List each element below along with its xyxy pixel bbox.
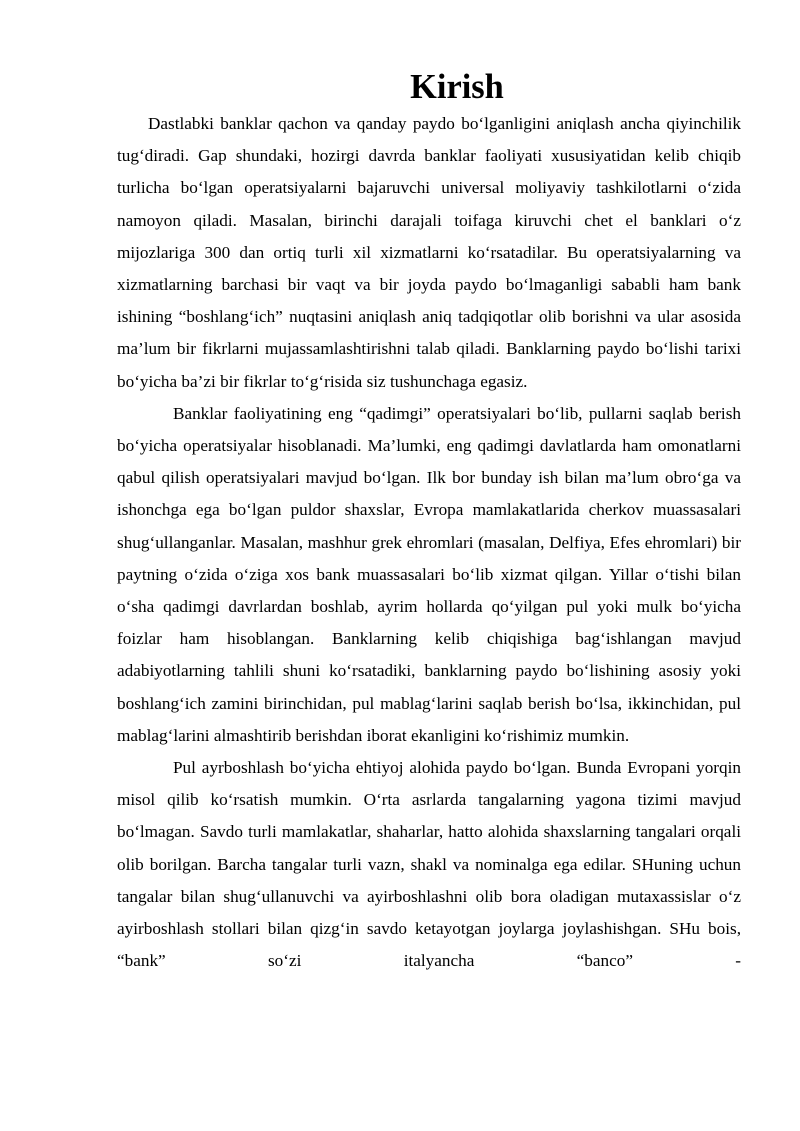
paragraph-3: Pul ayrboshlash bo‘yicha ehtiyoj alohida paydo bo‘lgan. Bunda Evropani yorqin misol qilib ko‘rsatish mumkin. O‘rta asrlarda tangalarning yagona tizimi mavjud bo‘lmagan. Savdo turli mamlakatlar, shaharlar, hatto alohida shaxslarning tangalari orqali olib borilgan. Barcha tangalar turli vazn, shakl va nominalga ega edilar. SHuning uchun tangalar bilan shug‘ullanuvchi va ayirboshlashni olib bora oladigan mutaxassislar o‘z ayirboshlash stollari bilan qizg‘in savdo ketayotgan joylarga joylashishgan. SHu bois, “bank” so‘zi italyancha “banco” - bbox=[117, 758, 741, 971]
paragraph-2: Banklar faoliyatining eng “qadimgi” operatsiyalari bo‘lib, pullarni saqlab berish bo‘yicha operatsiyalar hisoblanadi. Ma’lumki, eng qadimgi davlatlarda ham omonatlarni qabul qilish operatsiyalari mavjud bo‘lgan. Ilk bor bunday ish bilan ma’lum obro‘ga va ishonchga ega bo‘lgan puldor shaxslar, Evropa mamlakatlarida cherkov muassasalari shug‘ullanganlar. Masalan, mashhur grek ehromlari (masalan, Delfiya, Efes ehromlari) bir paytning o‘zida o‘ziga xos bank muassasalari bo‘lib xizmat qilgan. Yillar o‘tishi bilan o‘sha qadimgi davrlardan boshlab, ayrim hollarda qo‘yilgan pul yoki mulk bo‘yicha foizlar ham hisoblangan. Banklarning kelib chiqishiga bag‘ishlangan mavjud adabiyotlarning tahlili shuni ko‘rsatadiki, banklarning paydo bo‘lishining asosiy yoki boshlang‘ich zamini birinchidan, pul mablag‘larini saqlab berish bo‘lsa, ikkinchidan, pul mablag‘larini almashtirib berishdan iborat ekanligini ko‘rishimiz mumkin. bbox=[117, 403, 741, 745]
document-body bbox=[117, 68, 741, 977]
page-title: Kirish bbox=[410, 68, 504, 106]
paragraph-1: Dastlabki banklar qachon va qanday paydo bo‘lganligini aniqlash ancha qiyinchilik tug‘diradi. Gap shundaki, hozirgi davrda banklar faoliyati xususiyatidan kelib chiqib turlicha bo‘lgan operatsiyalarni bajaruvchi universal moliyaviy tashkilotlarni o‘zida namoyon qiladi. Masalan, birinchi darajali toifaga kiruvchi chet el banklari o‘z mijozlariga 300 dan ortiq turli xil xizmatlarni ko‘rsatadilar. Bu operatsiyalarning va xizmatlarning barchasi bir vaqt va bir joyda paydo bo‘lmaganligi sababli ham bank ishining “boshlang‘ich” nuqtasini aniqlash aniq tadqiqotlar olib borishni va ular asosida ma’lum bir fikrlarni mujassamlashtirishni talab qiladi. Banklarning paydo bo‘lishi tarixi bo‘yicha ba’zi bir fikrlar to‘g‘risida siz tushunchaga egasiz. bbox=[117, 114, 741, 391]
